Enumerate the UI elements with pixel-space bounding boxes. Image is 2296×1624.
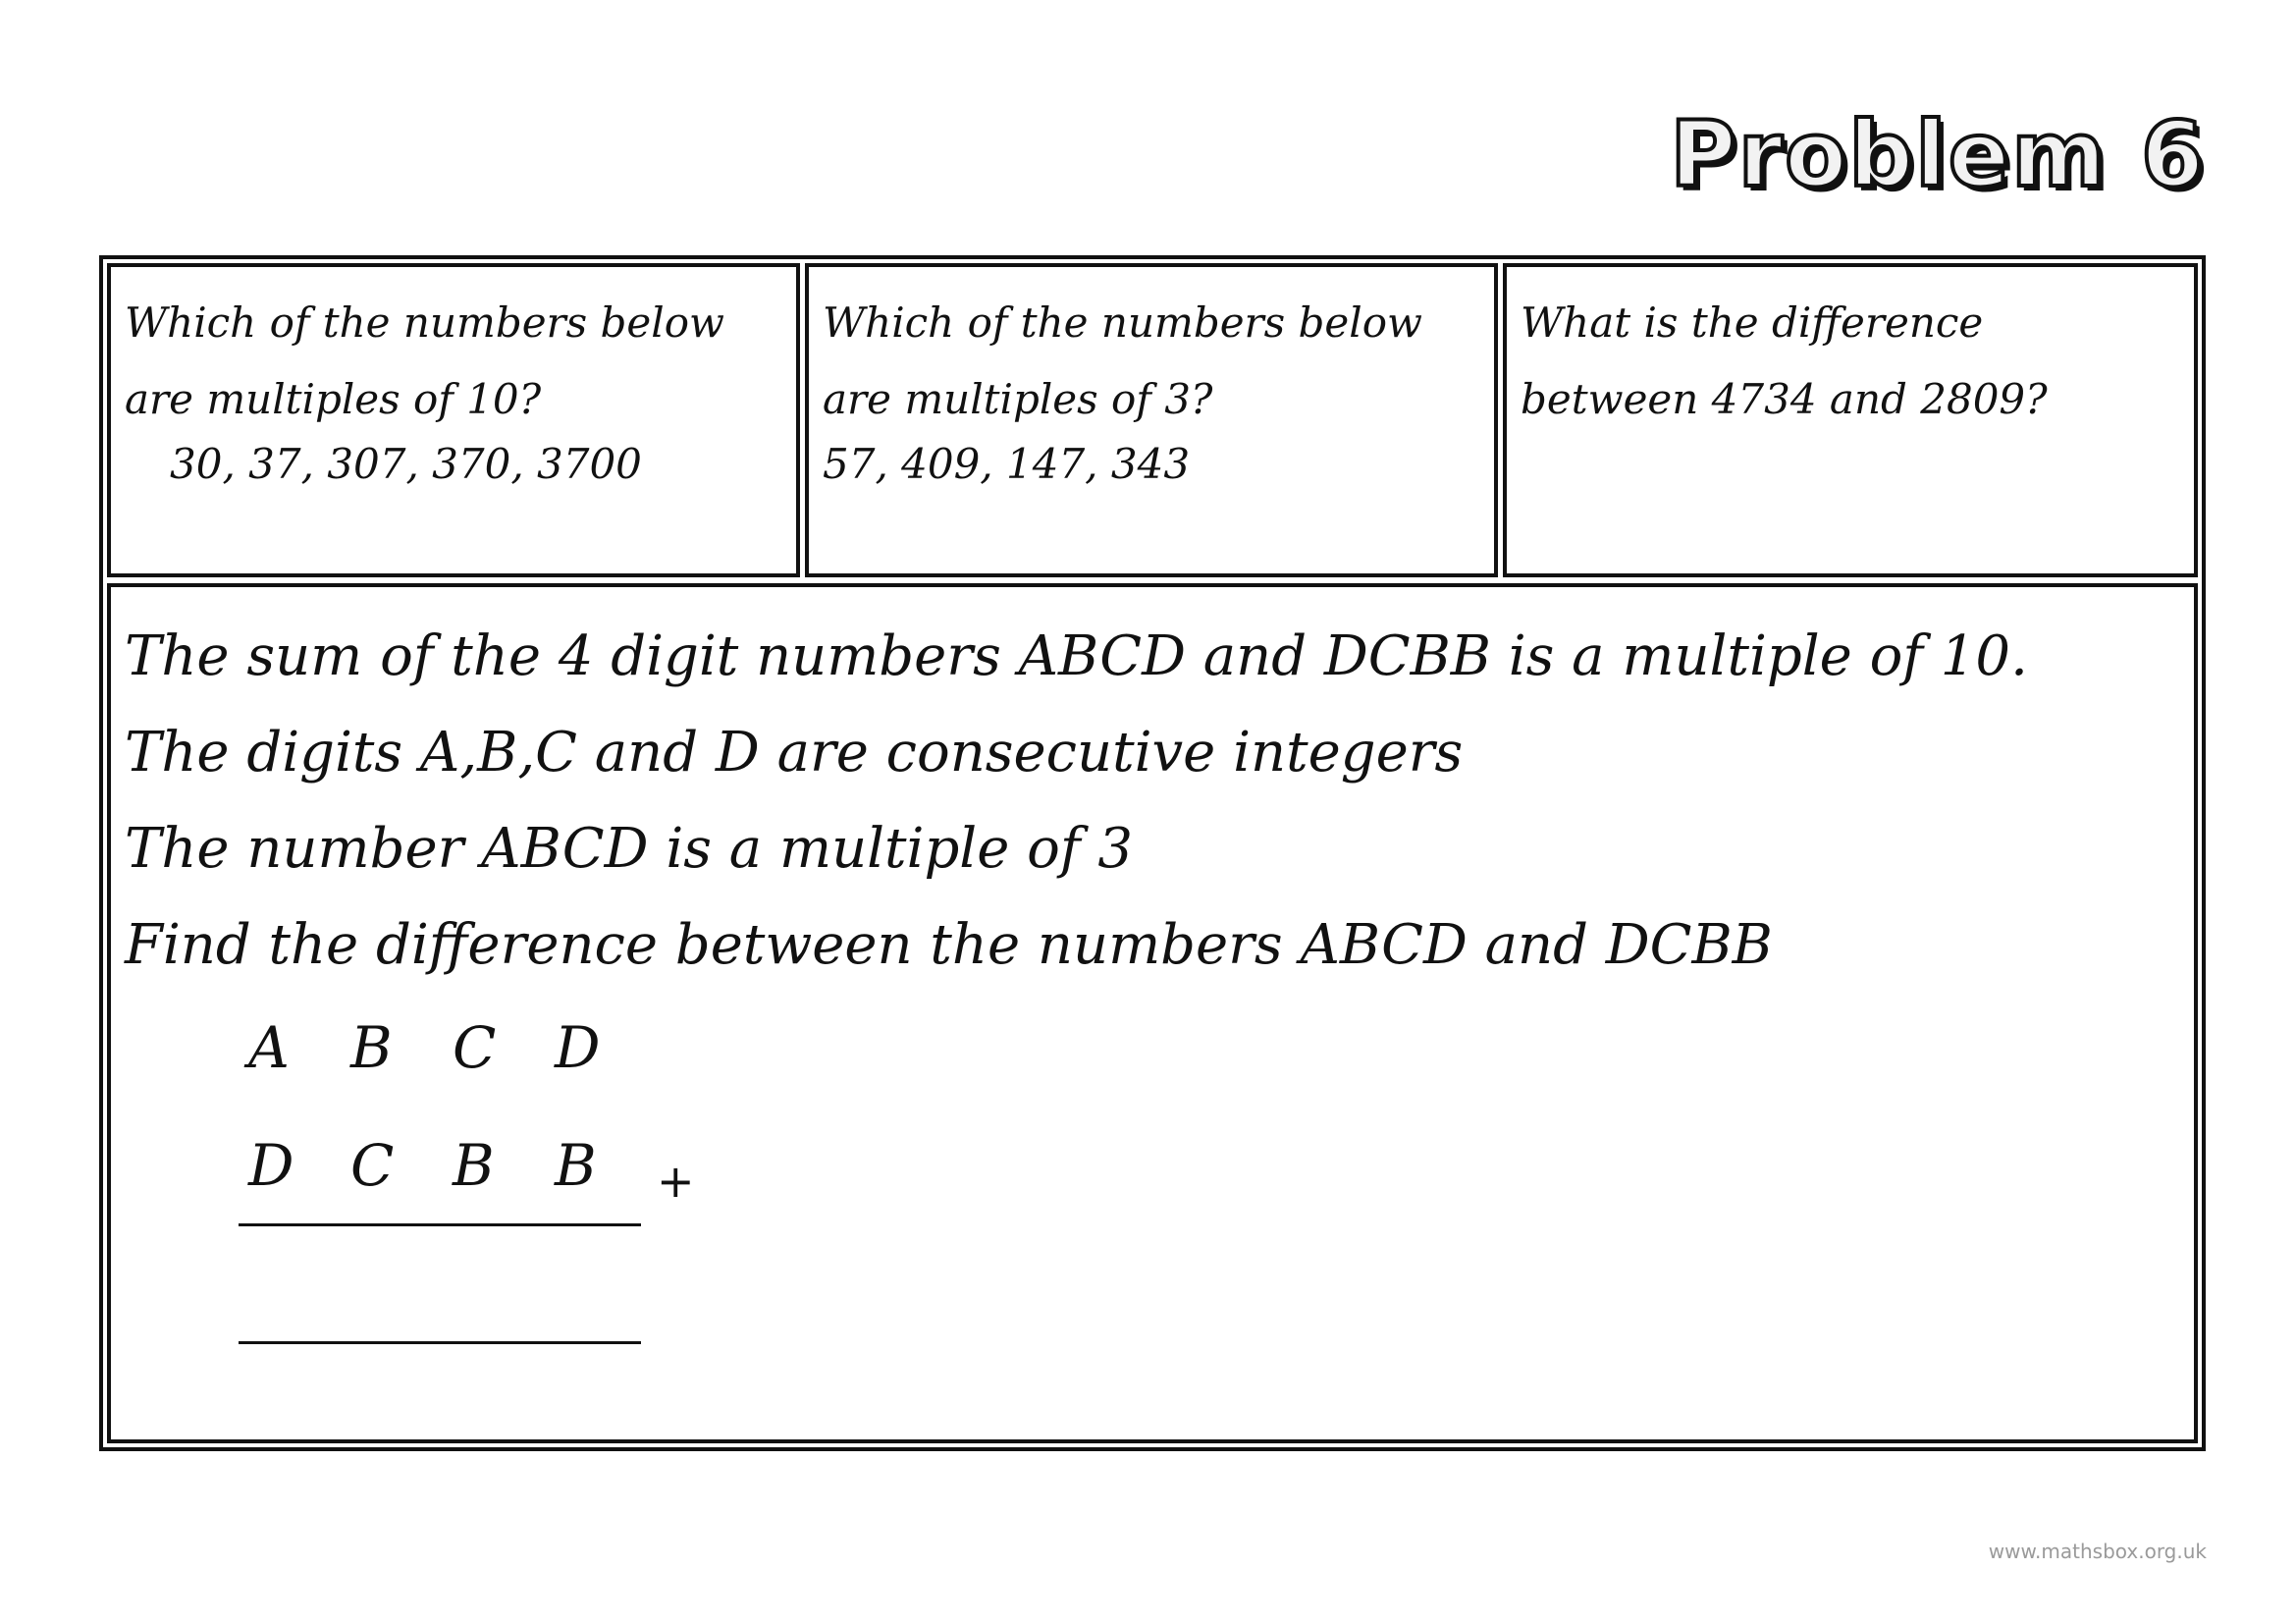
addition-row-2 [248,1132,657,1199]
problem-line-1: The sum of the 4 digit numbers ABCD and DCBB is a multiple of 10. [125,624,2028,688]
question-box-3 [1503,263,2198,577]
digit-cell: C [453,1014,497,1081]
plus-sign: + [657,1155,695,1208]
sum-rule-top [239,1223,641,1226]
problem-line-3: The number ABCD is a multiple of 3 [125,817,1134,881]
answer-rule [239,1341,641,1344]
page-title: Problem 6 [1670,102,2206,207]
question-box-2 [805,263,1498,577]
problem-line-4: Find the difference between the numbers ABCD and DCBB [125,913,1773,977]
problem-line-2: The digits A,B,C and D are consecutive integers [125,721,1464,785]
digit-cell: C [350,1132,395,1199]
main-problem-box [107,583,2198,1443]
digit-cell: D [555,1014,601,1081]
digit-cell: A [248,1014,290,1081]
question-box-1 [107,263,800,577]
footer-url: www.mathsbox.org.uk [1988,1540,2207,1563]
digit-cell: D [248,1132,294,1199]
question-1-numbers: 30, 37, 307, 370, 3700 [170,440,642,488]
question-3-text: What is the difference between 4734 and 2809? [1521,298,2048,423]
question-1-text: Which of the numbers below are multiples of 10? [125,298,724,423]
addition-row-1 [248,1014,657,1081]
digit-cell: B [453,1132,495,1199]
digit-cell: B [555,1132,597,1199]
digit-cell: B [350,1014,393,1081]
question-2-numbers: 57, 409, 147, 343 [823,440,1191,488]
question-2-text: Which of the numbers below are multiples of 3? [823,298,1422,423]
problem-statement [125,609,2028,994]
